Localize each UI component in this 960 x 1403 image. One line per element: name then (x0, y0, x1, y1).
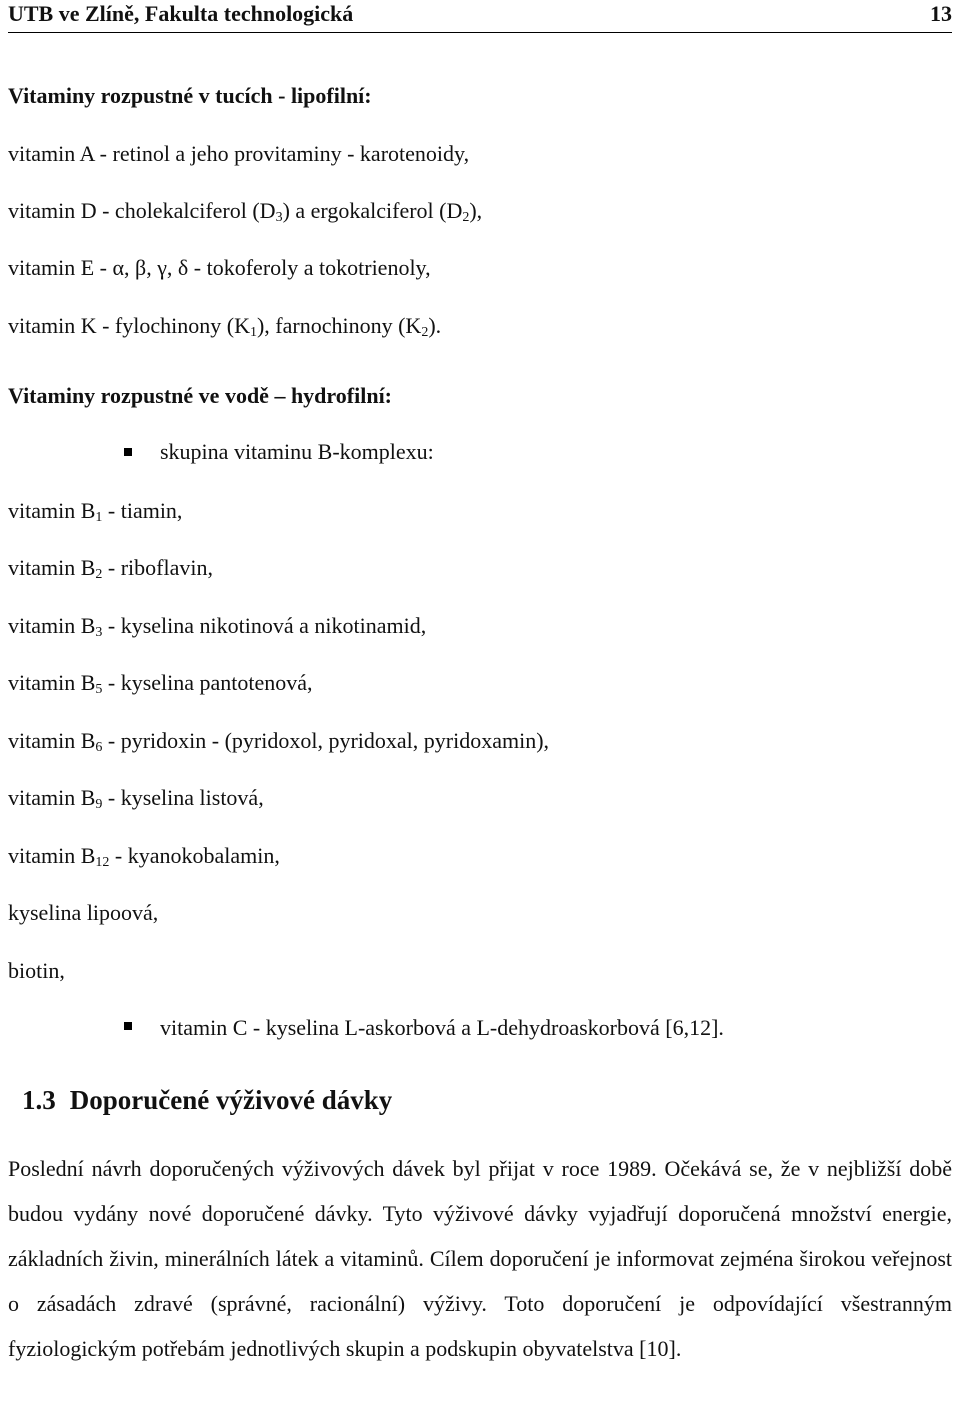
header-title: UTB ve Zlíně, Fakulta technologická (8, 1, 354, 26)
section-heading (22, 1085, 392, 1116)
biotin-line: biotin, (8, 958, 65, 983)
page-header (8, 0, 952, 33)
vitamin-a-line: vitamin A - retinol a jeho provitaminy - karotenoidy, (8, 141, 470, 166)
page-number: 13 (930, 1, 952, 26)
square-bullet-icon (124, 448, 132, 456)
vitamin-b3-line: vitamin $B_3$ - kyselina nikotinová a nikotinamid, (8, 613, 427, 640)
section-paragraph: Poslední návrh doporučených výživových dávek byl přijat v roce 1989. Očekává se, že v nejbližší době budou vydány nové doporučené dávky. Tyto výživové dávky vyjadřují doporučená množství energie, základních živin, minerálních látek a vitaminů. Cílem doporučení je informovat zejména širokou veřejnost o zásadách zdravé (správné, racionální) výživy. Toto doporučení je odpovídající všestranným fyziologickým potřebám jednotlivých skupin a podskupin obyvatelstva [10]. (8, 1156, 952, 1361)
vitamin-b5-line: vitamin $B_5$ - kyselina pantotenová, (8, 670, 313, 697)
section-title: Doporučené výživové dávky (69, 1085, 393, 1115)
vitamin-b12-line: vitamin $B_{12}$ - kyanokobalamin, (8, 843, 280, 870)
square-bullet-icon (124, 1022, 132, 1030)
vitamin-b2-line: vitamin $B_2$ - riboflavin, (8, 555, 213, 582)
vitamin-d-line: vitamin D - cholekalciferol $(D_3)$ a ergokalciferol $(D_2)$, (8, 198, 483, 225)
vitamin-c-bullet-item: vitamin C - kyselina L-askorbová a L-dehydroaskorbová [6,12]. (160, 1015, 724, 1040)
section-number: 1.3 (22, 1085, 56, 1115)
vitamin-k-line: vitamin K - fylochinony $(K_1)$, farnochinony $(K_2)$. (8, 313, 442, 340)
vitamin-b1-line: vitamin $B_1$ - tiamin, (8, 498, 183, 525)
vitamin-b9-line: vitamin $B_9$ - kyselina listová, (8, 785, 264, 812)
b-complex-bullet-item: skupina vitaminu B-komplexu: (160, 439, 434, 464)
vitamin-b6-line: vitamin $B_6$ - pyridoxin - (pyridoxol, pyridoxal, pyridoxamin), (8, 728, 550, 755)
fat-soluble-heading: Vitaminy rozpustné v tucích - lipofilní: (8, 83, 372, 108)
water-soluble-heading: Vitaminy rozpustné ve vodě – hydrofilní: (8, 383, 393, 408)
lipoic-acid-line: kyselina lipoová, (8, 900, 159, 925)
vitamin-e-line: vitamin E - α, β, γ, δ - tokoferoly a tokotrienoly, (8, 255, 431, 280)
